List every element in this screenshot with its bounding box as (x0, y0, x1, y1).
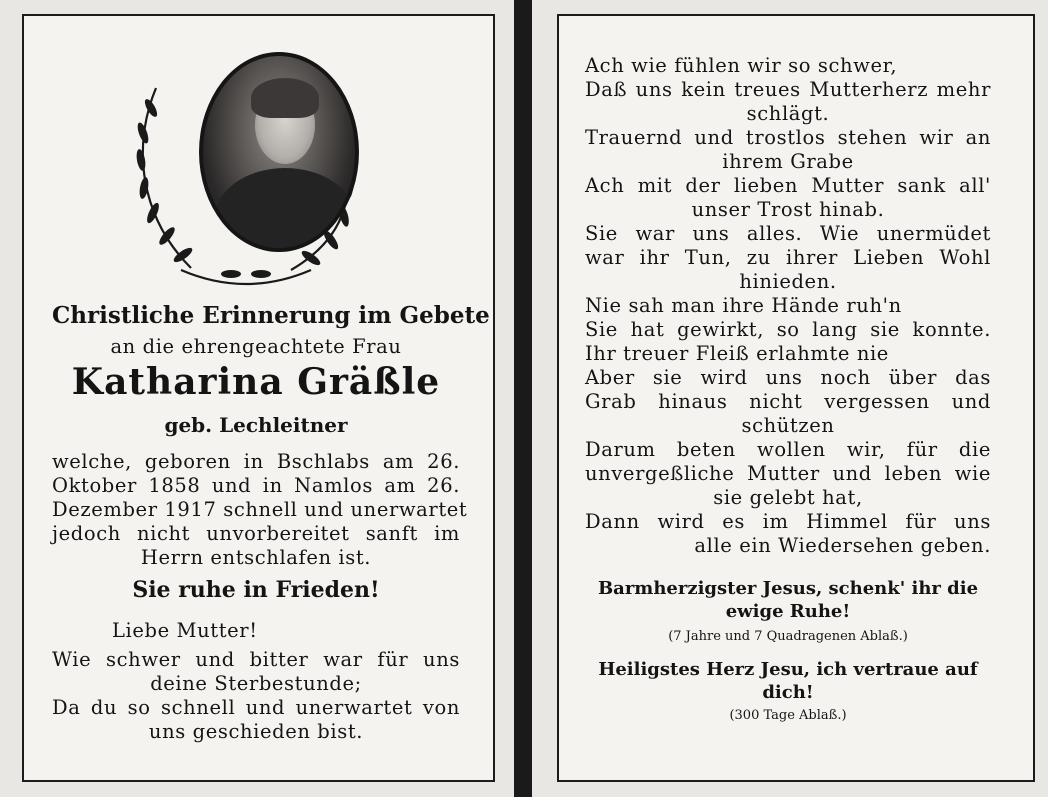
poem-line: Trauernd und trostlos stehen wir an (585, 126, 991, 149)
poem-line: Sie war uns alles. Wie unermüdet (585, 222, 991, 245)
poem-line: Nie sah man ihre Hände ruh'n (585, 294, 902, 317)
poem-line: Dann wird es im Himmel für uns (585, 510, 991, 533)
prayer-line: dich! (762, 682, 814, 703)
poem-line: deine Sterbestunde; (150, 672, 362, 695)
poem-line: uns geschieden bist. (148, 720, 364, 743)
poem-line: schützen (741, 414, 835, 437)
prayer-line: Barmherzigster Jesus, schenk' ihr die (597, 578, 979, 599)
prayer-line: ewige Ruhe! (725, 601, 851, 622)
portrait-photo (199, 52, 359, 252)
poem-line: hinieden. (739, 270, 837, 293)
poem-line: schlägt. (746, 102, 830, 125)
poem-line: Daß uns kein treues Mutterherz mehr (585, 78, 991, 101)
salutation: Liebe Mutter! (112, 619, 258, 642)
poem-line: Ach mit der lieben Mutter sank all' (585, 174, 991, 197)
poem-line: unser Trost hinab. (691, 198, 885, 221)
poem-line: Sie hat gewirkt, so lang sie konnte. (585, 318, 991, 341)
portrait-wreath (111, 48, 381, 288)
poem-line: Darum beten wollen wir, für die (585, 438, 991, 461)
card-subheading: an die ehrengeachtete Frau (110, 335, 402, 358)
poem-line: Ach wie fühlen wir so schwer, (585, 54, 898, 77)
poem-line: Grab hinaus nicht vergessen und (585, 390, 991, 413)
bio-line: Dezember 1917 schnell und unerwartet (52, 498, 468, 521)
poem-line: Ihr treuer Fleiß erlahmte nie (585, 342, 889, 365)
indulgence-note: (7 Jahre und 7 Quadragenen Ablaß.) (668, 629, 908, 644)
bio-line: Oktober 1858 und in Namlos am 26. (52, 474, 460, 497)
maiden-name: geb. Lechleitner (164, 413, 348, 437)
rest-in-peace: Sie ruhe in Frieden! (132, 577, 380, 603)
poem-line: unvergeßliche Mutter und leben wie (585, 462, 991, 485)
bio-line: Herrn entschlafen ist. (140, 546, 372, 569)
bio-line: jedoch nicht unvorbereitet sanft im (52, 522, 460, 545)
poem-line: ihrem Grabe (722, 150, 854, 173)
poem-line: Wie schwer und bitter war für uns (52, 648, 460, 671)
poem-line: Aber sie wird uns noch über das (585, 366, 991, 389)
indulgence-note: (300 Tage Ablaß.) (729, 708, 847, 723)
card-heading: Christliche Erinnerung im Gebete (52, 302, 490, 329)
deceased-name: Katharina Gräßle (71, 361, 441, 403)
bio-line: welche, geboren in Bschlabs am 26. (52, 450, 460, 473)
poem-line: alle ein Wiedersehen geben. (694, 534, 991, 557)
poem-line: Da du so schnell und unerwartet von (52, 696, 460, 719)
poem-line: sie gelebt hat, (713, 486, 863, 509)
poem-line: war ihr Tun, zu ihrer Lieben Wohl (585, 246, 991, 269)
prayer-line: Heiligstes Herz Jesu, ich vertraue auf (598, 659, 978, 680)
